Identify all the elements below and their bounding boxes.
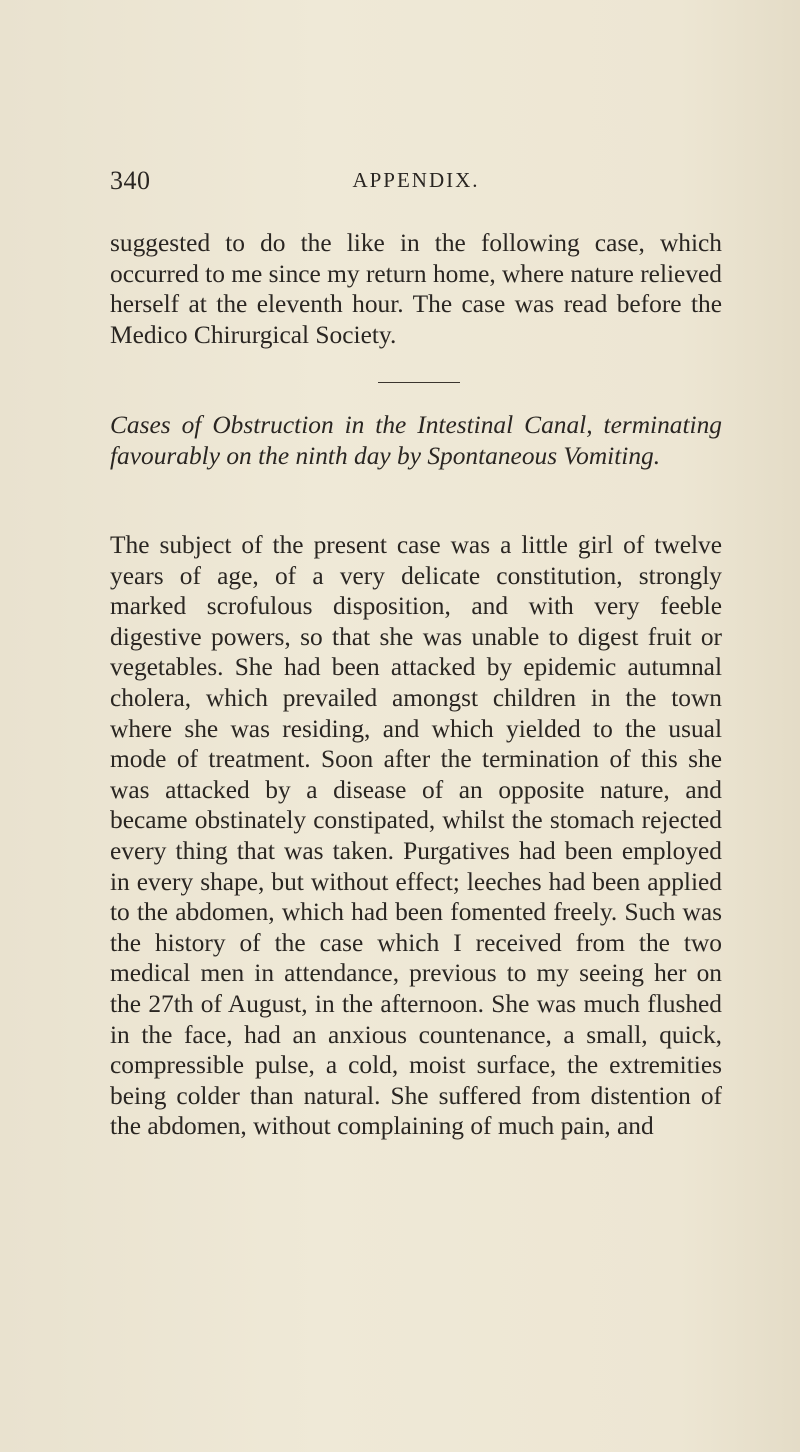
page-header: [110, 166, 722, 196]
section-divider: [378, 382, 460, 383]
page-number: 340: [110, 166, 151, 195]
intro-paragraph: suggested to do the like in the following case, which occurred to me since my return home, where nature relieved herself at the eleventh hour. The case was read before the Medico Chirurgical Society.: [110, 229, 722, 349]
running-head: APPENDIX.: [352, 168, 480, 192]
body-paragraph: The subject of the present case was a little girl of twelve years of age, of a very delicate constitution, strongly marked scrofulous disposition, and with very feeble digestive powers, so that she was unable to digest fruit or vegetables. She had been attacked by epidemic autumnal cholera, which prevailed amongst children in the town where she was residing, and which yielded to the usual mode of treatment. Soon after the termination of this she was attacked by a disease of an opposite nature, and became obstinately constipated, whilst the stomach rejected every thing that was taken. Purgatives had been employed in every shape, but without effect; leeches had been applied to the abdomen, which had been fomented freely. Such was the history of the case which I received from the two medical men in attendance, previous to my seeing her on the 27th of August, in the afternoon. She was much flushed in the face, had an anxious countenance, a small, quick, compressible pulse, a cold, moist surface, the extremities being colder than natural. She suffered from distention of the abdomen, without complaining of much pain, and: [110, 531, 722, 1141]
case-title: Cases of Obstruction in the Intestinal Canal, terminating favourably on the ninth day by Spontaneous Vomiting.: [110, 411, 722, 470]
